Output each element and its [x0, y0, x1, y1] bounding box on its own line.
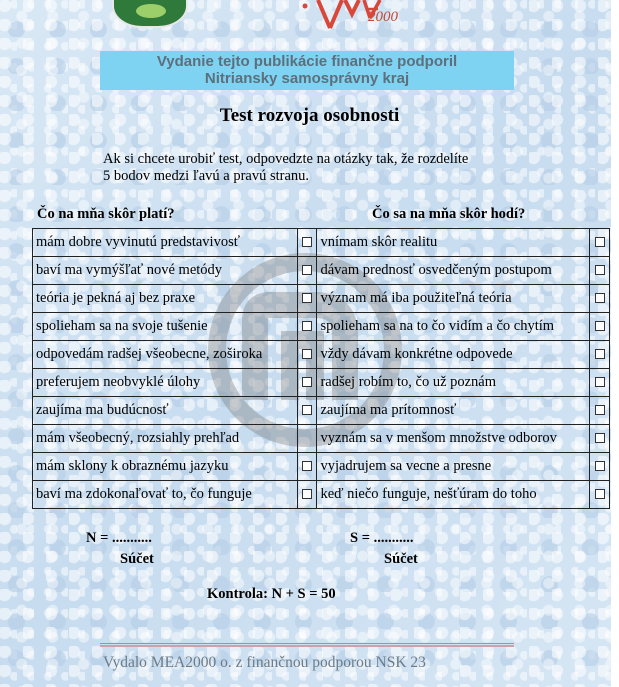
footer-text: Vydalo MEA2000 o. z finančnou podporou NSK 23: [103, 654, 426, 671]
right-checkbox[interactable]: [595, 461, 605, 471]
table-row: [33, 397, 610, 425]
right-answer-cell: [590, 481, 610, 509]
table-row: [33, 313, 610, 341]
left-answer-cell: [297, 481, 317, 509]
right-statement: vždy dávam konkrétne odpovede: [317, 341, 590, 369]
right-answer-cell: [590, 369, 610, 397]
right-checkbox[interactable]: [595, 377, 605, 387]
left-answer-cell: [297, 257, 317, 285]
right-checkbox[interactable]: [595, 405, 605, 415]
page-edge: [611, 0, 619, 687]
left-checkbox[interactable]: [302, 293, 312, 303]
score-n-caption: Súčet: [120, 551, 154, 567]
right-statement: význam má iba použiteľná teória: [317, 285, 590, 313]
left-statement: mám dobre vyvinutú predstavivosť: [33, 229, 298, 257]
table-row: [33, 229, 610, 257]
right-statement: zaujíma ma prítomnosť: [317, 397, 590, 425]
left-checkbox[interactable]: [302, 265, 312, 275]
right-checkbox[interactable]: [595, 265, 605, 275]
right-statement: keď niečo funguje, nešťúram do toho: [317, 481, 590, 509]
right-column-heading: Čo sa na mňa skôr hodí?: [372, 206, 526, 222]
score-s-label: S = ...........: [350, 530, 414, 546]
left-statement: odpovedám radšej všeobecne, zoširoka: [33, 341, 298, 369]
left-checkbox[interactable]: [302, 349, 312, 359]
left-answer-cell: [297, 341, 317, 369]
right-checkbox[interactable]: [595, 237, 605, 247]
table-row: [33, 341, 610, 369]
table-row: [33, 257, 610, 285]
score-s-caption: Súčet: [384, 551, 418, 567]
right-statement: vyznám sa v menšom množstve odborov: [317, 425, 590, 453]
right-statement: radšej robím to, čo už poznám: [317, 369, 590, 397]
left-statement: teória je pekná aj bez praxe: [33, 285, 298, 313]
footer-rule: [100, 643, 514, 647]
funding-banner: [100, 51, 514, 90]
table-row: [33, 425, 610, 453]
right-answer-cell: [590, 397, 610, 425]
left-answer-cell: [297, 313, 317, 341]
left-checkbox[interactable]: [302, 321, 312, 331]
left-column-heading: Čo na mňa skôr platí?: [37, 206, 175, 222]
right-checkbox[interactable]: [595, 321, 605, 331]
left-checkbox[interactable]: [302, 237, 312, 247]
left-answer-cell: [297, 285, 317, 313]
left-checkbox[interactable]: [302, 461, 312, 471]
left-checkbox[interactable]: [302, 405, 312, 415]
right-statement: dávam prednosť osvedčeným postupom: [317, 257, 590, 285]
right-answer-cell: [590, 425, 610, 453]
intro-text: [103, 151, 543, 185]
left-answer-cell: [297, 425, 317, 453]
left-statement: mám sklony k obraznému jazyku: [33, 453, 298, 481]
control-formula: Kontrola: N + S = 50: [207, 586, 336, 602]
right-statement: spolieham sa na to čo vidím a čo chytím: [317, 313, 590, 341]
left-statement: mám všeobecný, rozsiahly prehľad: [33, 425, 298, 453]
left-answer-cell: [297, 229, 317, 257]
table-row: [33, 285, 610, 313]
right-checkbox[interactable]: [595, 349, 605, 359]
right-checkbox[interactable]: [595, 293, 605, 303]
right-checkbox[interactable]: [595, 433, 605, 443]
left-checkbox[interactable]: [302, 377, 312, 387]
right-statement: vnímam skôr realitu: [317, 229, 590, 257]
right-answer-cell: [590, 285, 610, 313]
left-checkbox[interactable]: [302, 489, 312, 499]
left-statement: baví ma vymýšľať nové metódy: [33, 257, 298, 285]
table-row: [33, 453, 610, 481]
right-answer-cell: [590, 313, 610, 341]
intro-line-2: 5 bodov medzi ľavú a pravú stranu.: [103, 168, 310, 184]
logo-left: [112, 0, 188, 28]
banner-line-2: Nitriansky samosprávny kraj: [204, 70, 410, 87]
page-title: Test rozvoja osobnosti: [219, 105, 400, 126]
score-n: [86, 530, 154, 568]
left-answer-cell: [297, 453, 317, 481]
left-statement: preferujem neobvyklé úlohy: [33, 369, 298, 397]
left-statement: zaujíma ma budúcnosť: [33, 397, 298, 425]
right-answer-cell: [590, 229, 610, 257]
left-statement: baví ma zdokonaľovať to, čo funguje: [33, 481, 298, 509]
score-n-label: N = ...........: [86, 530, 152, 546]
banner-line-1: Vydanie tejto publikácie finančne podporil: [156, 53, 458, 70]
right-answer-cell: [590, 453, 610, 481]
table-row: [33, 369, 610, 397]
table-row: [33, 481, 610, 509]
left-answer-cell: [297, 397, 317, 425]
right-answer-cell: [590, 257, 610, 285]
right-statement: vyjadrujem sa vecne a presne: [317, 453, 590, 481]
intro-line-1: Ak si chcete urobiť test, odpovedzte na otázky tak, že rozdelíte: [103, 151, 469, 167]
score-s: [350, 530, 418, 568]
right-checkbox[interactable]: [595, 489, 605, 499]
test-table: [32, 228, 610, 509]
left-answer-cell: [297, 369, 317, 397]
left-statement: spolieham sa na svoje tušenie: [33, 313, 298, 341]
logo-year: 2000: [368, 9, 398, 25]
right-answer-cell: [590, 341, 610, 369]
